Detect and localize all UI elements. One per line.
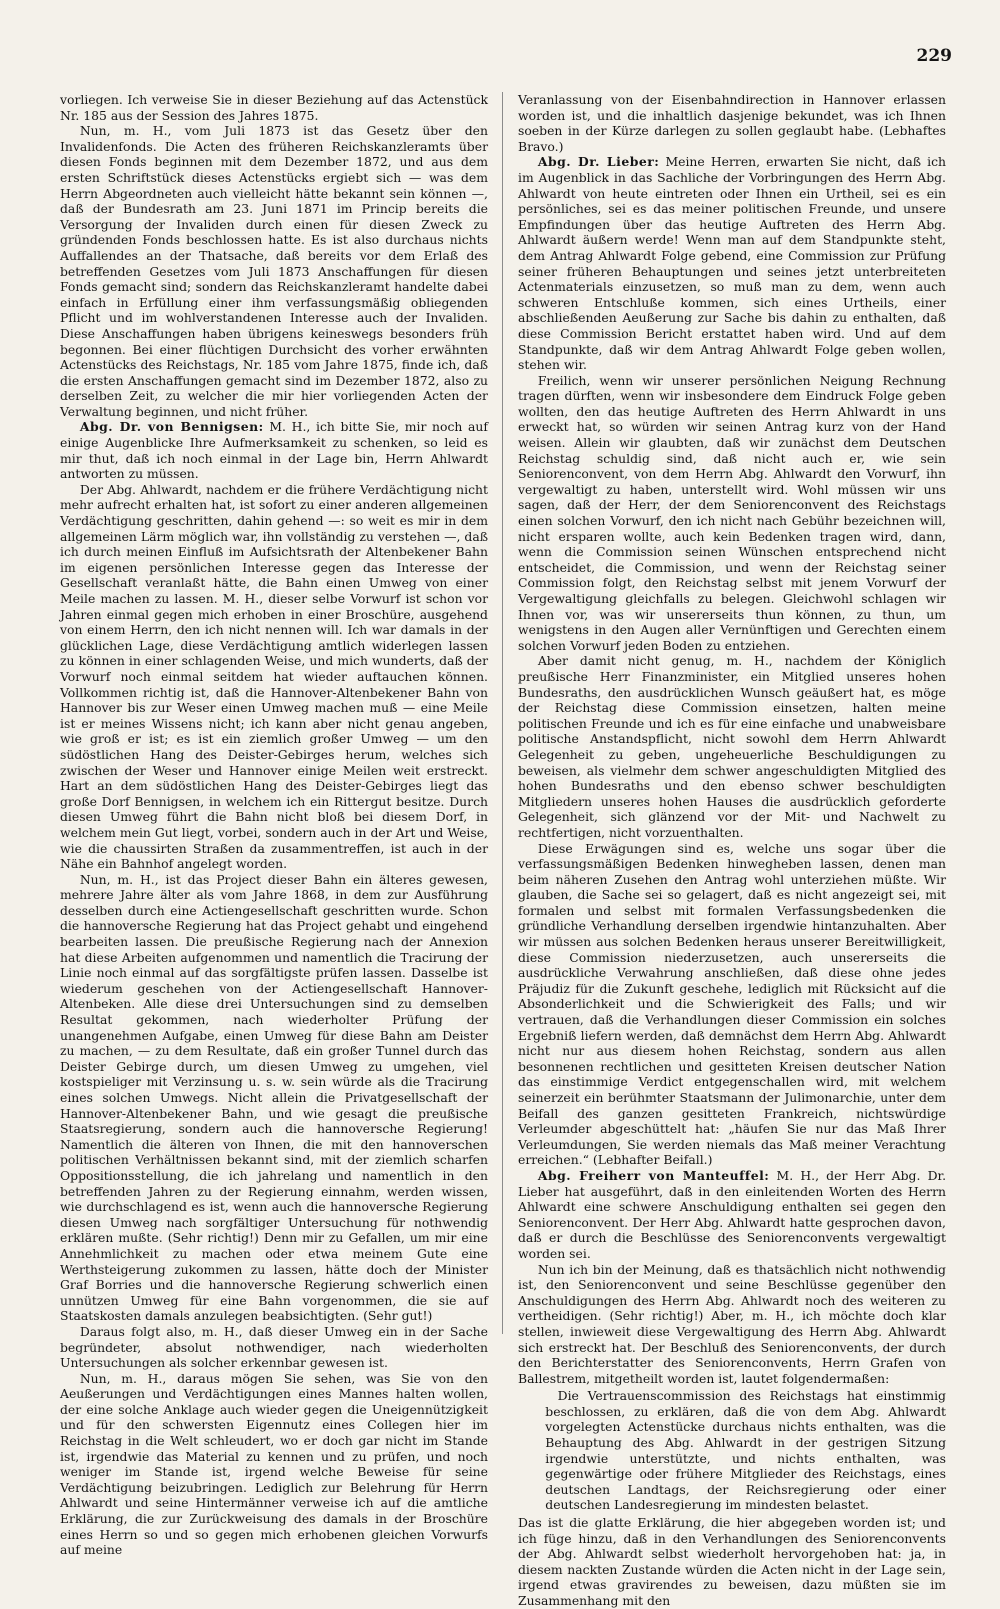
page-number: 229 [916, 46, 952, 66]
paragraph-text: Aber damit nicht genug, m. H., nachdem der Königlich preußische Herr Finanzminister, ein Mitglied unseres hohen Bundesraths, den ausdrücklichen Wunsch geäußert hat, es möge der Reichstag diese Commission einsetzen, halten meine politischen Freunde und ich es für eine einfache und unabweisbare politische Anstandspflicht, nicht sowohl dem Herrn Ahlwardt Gelegenheit zu geben, ungeheuerliche Beschuldigungen zu beweisen, als vielmehr dem schwer angeschuldigten Mitglied des hohen Bundesraths und den ebenso schwer beschuldigten Mitgliedern unseres hohen Hauses die ausdrücklich geforderte Gelegenheit, sich glänzend vor der Mit- und Nachwelt zu rechtfertigen, nicht vorzuenthalten. [518, 653, 946, 840]
quoted-resolution [545, 1388, 946, 1513]
paragraph [60, 1371, 488, 1558]
paragraph [518, 841, 946, 1168]
column-divider [502, 92, 503, 1334]
paragraph [518, 1168, 946, 1262]
paragraph [518, 92, 946, 154]
paragraph-text: Nun ich bin der Meinung, daß es thatsächlich nicht nothwendig ist, den Seniorenconvent und seine Beschlüsse gegenüber den Anschuldigungen des Herrn Abg. Ahlwardt noch des weiteren zu vertheidigen. (Sehr richtig!) Aber, m. H., ich möchte doch klar stellen, inwieweit diese Vergewaltigung des Herrn Abg. Ahlwardt sich erstreckt hat. Der Beschluß des Seniorenconvents, der durch den Berichterstatter des Seniorenconvents, Herrn Grafen von Ballestrem, mitgetheilt worden ist, lautet folgendermaßen: [518, 1261, 946, 1386]
paragraph-text: Meine Herren, erwarten Sie nicht, daß ich im Augenblick in das Sachliche der Vorbringungen des Herrn Abg. Ahlwardt von heute eintreten oder Ihnen ein Urtheil, sei es ein persönliches, sei es das meiner politischen Freunde, und unsere Empfindungen über das heutige Auftreten des Herrn Abg. Ahlwardt äußern werde! Wenn man auf dem Standpunkte steht, dem Antrag Ahlwardt Folge gebend, eine Commission zur Prüfung seiner früheren Behauptungen und seines jetzt unterbreiteten Actenmaterials einzusetzen, so muß man zu dem, wenn auch schweren Entschluße kommen, sich eines Urtheils, einer abschließenden Aeußerung zur Sache bis dahin zu enthalten, daß diese Commission Bericht erstattet haben wird. Und auf dem Standpunkte, daß wir dem Antrag Ahlwardt Folge geben wollen, stehen wir. [518, 154, 947, 373]
paragraph [60, 1324, 488, 1371]
paragraph [60, 872, 488, 1324]
paragraph-text: Nun, m. H., vom Juli 1873 ist das Gesetz über den Invalidenfonds. Die Acten des früheren Reichskanzleramts über diesen Fonds beginnen mit dem Dezember 1872, und aus dem ersten Schriftstück dieses Actenstücks ergiebt sich — was dem Herrn Abgeordneten auch vielleicht hätte bekannt sein können —, daß der Bundesrath am 23. Juni 1871 im Princip bereits die Versorgung der Invaliden durch einen für diesen Zweck zu gründenden Fonds beschlossen hatte. Es ist also durchaus nichts Auffallendes an der Thatsache, daß bereits vor dem Erlaß des betreffenden Gesetzes vom Juli 1873 Anschaffungen für diesen Fonds gemacht sind; sondern das Reichskanzleramt handelte dabei einfach in Erfüllung einer ihm verfassungsmäßig obliegenden Pflicht und im wohlverstandenen Interesse auch der Invaliden. Diese Anschaffungen haben übrigens keineswegs besonders früh begonnen. Bei einer flüchtigen Durchsicht des vorher erwähnten Actenstücks des Reichstags, Nr. 185 vom Jahre 1875, finde ich, daß die ersten Anschaffungen gemacht sind im Dezember 1872, also zu derselben Zeit, zu welcher die mir hier vorliegenden Acten der Verwaltung beginnen, und nicht früher. [60, 123, 488, 419]
paragraph [60, 419, 488, 481]
right-column [518, 92, 947, 1608]
paragraph [518, 1262, 946, 1387]
paragraph-text: Daraus folgt also, m. H., daß dieser Umweg ein in der Sache begründeter, absolut nothwendiger, nach wiederholten Untersuchungen als solcher erkennbar gewesen ist. [60, 1323, 488, 1371]
paragraph-text: Nun, m. H., daraus mögen Sie sehen, was Sie von den Aeußerungen und Verdächtigungen eines Mannes halten wollen, der eine solche Anklage auch wieder gegen die Uneigennützigkeit und für den schwersten Eigennutz eines Collegen hier im Reichstag in die Welt schleudert, wo er doch gar nicht im Stande ist, irgendwie das Material zu kennen und zu prüfen, und noch weniger im Stande ist, irgend welche Beweise für seine Verdächtigung beizubringen. Lediglich zur Belehrung für Herrn Ahlwardt und seine Hintermänner verweise ich auf die amtliche Erklärung, die zur Zurückweisung des damals in der Broschüre eines Herrn so und so gegen mich erhobenen gleichen Vorwurfs auf meine [60, 1370, 488, 1558]
paragraph-text: vorliegen. Ich verweise Sie in dieser Beziehung auf das Actenstück Nr. 185 aus der Session des Jahres 1875. [60, 92, 488, 123]
speaker-name: Abg. Dr. von Bennigsen: [79, 419, 264, 435]
left-column [60, 92, 488, 1558]
paragraph [545, 1388, 946, 1513]
paragraph-text: Nun, m. H., ist das Project dieser Bahn ein älteres gewesen, mehrere Jahre älter als vom Jahre 1868, in dem zur Ausführung desselben durch eine Actiengesellschaft geschritten wurde. Schon die hannoversche Regierung hat das Project gehabt und eingehend bearbeiten lassen. Die preußische Regierung nach der Annexion hat diese Arbeiten aufgenommen und namentlich die Tracirung der Linie noch einmal auf das sorgfältigste prüfen lassen. Dasselbe ist wiederum geschehen von der Actiengesellschaft Hannover-Altenbeken. Alle diese drei Untersuchungen sind zu demselben Resultat gekommen, nach wiederholter Prüfung der unangenehmen Aufgabe, einen Umweg für diese Bahn am Deister zu machen, — zu dem Resultate, daß ein großer Tunnel durch das Deister Gebirge durch, um diesen Umweg zu umgehen, viel kostspieliger mit Verzinsung u. s. w. sein würde als die Tracirung eines solchen Umwegs. Nicht allein die Privatgesellschaft der Hannover-Altenbekener Bahn, und wie gesagt die preußische Staatsregierung, sondern auch die hannoversche Regierung! Namentlich die älteren von Ihnen, die mit den hannoverschen politischen Verhältnissen bekannt sind, mit der ziemlich scharfen Oppositionsstellung, die ich jahrelang und namentlich in den betreffenden Jahren zu der Regierung einnahm, werden wissen, wie durchschlagend es ist, wenn auch die hannoversche Regierung diesen Umweg nach sorgfältiger Untersuchung für nothwendig erklären mußte. (Sehr richtig!) Denn mir zu Gefallen, um mir eine Annehmlichkeit zu machen oder etwa meinem Gute eine Werthsteigerung zukommen zu lassen, hätte doch der Minister Graf Borries und die hannoversche Regierung schwerlich einen unnützen Umweg für eine Bahn vorgenommen, die sie auf Staatskosten damals anzulegen beabsichtigten. (Sehr gut!) [60, 871, 488, 1324]
paragraph-text: Der Abg. Ahlwardt, nachdem er die frühere Verdächtigung nicht mehr aufrecht erhalten hat, ist sofort zu einer anderen allgemeinen Verdächtigung geschritten, dahin gehend —: so weit es mir in dem allgemeinen Lärm möglich war, ihn vollständig zu verstehen —, daß ich durch meinen Einfluß im Aufsichtsrath der Altenbekener Bahn im eigenen persönlichen Interesse gegen das Interesse der Gesellschaft veranlaßt hätte, die Bahn einen Umweg von einer Meile machen zu lassen. M. H., dieser selbe Vorwurf ist schon vor Jahren einmal gegen mich erhoben in einer Broschüre, ausgehend von einem Herrn, den ich nicht nennen will. Ich war damals in der glücklichen Lage, diese Verdächtigung amtlich widerlegen lassen zu können in einer schlagenden Weise, und mich wunderts, daß der Vorwurf noch einmal seitdem hat wieder auftauchen können. Vollkommen richtig ist, daß die Hannover-Altenbekener Bahn von Hannover bis zur Weser einen Umweg machen muß — eine Meile ist er meines Wissens nicht; ich kann aber nicht genau angeben, wie groß er ist; es ist ein ziemlich großer Umweg — um den südöstlichen Hang des Deister-Gebirges herum, welches sich zwischen der Weser und Hannover einige Meilen weit erstreckt. Hart an dem südöstlichen Hang des Deister-Gebirges liegt das große Dorf Bennigsen, in welchem ich ein Rittergut besitze. Durch diesen Umweg führt die Bahn nicht bloß bei diesem Dorf, in welchem mein Gut liegt, vorbei, sondern auch in der Art und Weise, wie die chaussirten Straßen da zusammentreffen, ist auch in der Nähe ein Bahnhof angelegt worden. [60, 481, 488, 872]
paragraph [518, 154, 946, 372]
speaker-name: Abg. Dr. Lieber: [537, 154, 660, 170]
paragraph-text: Das ist die glatte Erklärung, die hier abgegeben worden ist; und ich füge hinzu, daß in den Verhandlungen des Seniorenconvents der Abg. Ahlwardt selbst wiederholt hervorgehoben hat: ja, in diesem nackten Zustande würden die Acten nicht in der Lage sein, irgend etwas gravirendes zu beweisen, dazu müßten sie im Zusammenhang mit den [518, 1515, 946, 1608]
paragraph [60, 482, 488, 872]
paragraph [518, 373, 946, 654]
paragraph [60, 123, 488, 419]
paragraph [60, 92, 488, 123]
speaker-name: Abg. Freiherr von Manteuffel: [537, 1167, 770, 1183]
paragraph-text: M. H., ich bitte Sie, mir noch auf einige Augenblicke Ihre Aufmerksamkeit zu schenken, so leid es mir thut, daß ich noch einmal in der Lage bin, Herrn Ahlwardt antworten zu müssen. [60, 419, 488, 482]
paragraph [518, 1515, 946, 1609]
paragraph-text: Freilich, wenn wir unserer persönlichen Neigung Rechnung tragen dürften, wenn wir insbesondere dem Eindruck Folge geben wollten, den das heutige Auftreten des Herrn Ahlwardt in uns erweckt hat, so würden wir seinen Antrag kurz von der Hand weisen. Allein wir glaubten, daß wir zunächst dem Deutschen Reichstag schuldig sind, daß nicht auch er, wie sein Seniorenconvent, von dem Herrn Abg. Ahlwardt den Vorwurf, ihn vergewaltigt zu haben, unterstellt wird. Wohl müssen wir uns sagen, daß der Herr, der dem Seniorenconvent des Reichstags einen solchen Vorwurf, den ich nicht nach Gebühr bezeichnen will, nicht ersparen wollte, auch kein Bedenken tragen wird, dann, wenn die Commission seinen Wünschen entsprechend nicht entscheidet, die Commission, und wenn der Reichstag seiner Commission folgt, den Reichstag selbst mit jenem Vorwurf der Vergewaltigung gleichfalls zu belegen. Gleichwohl schlagen wir Ihnen vor, was wir unsererseits thun können, zu thun, um wenigstens in den Augen aller Vernünftigen und Gerechten einem solchen Vorwurf jeden Boden zu entziehen. [518, 372, 946, 653]
paragraph-text: M. H., der Herr Abg. Dr. Lieber hat ausgeführt, daß in den einleitenden Worten des Herrn Ahlwardt eine schwere Anschuldigung enthalten sei gegen den Seniorenconvent. Der Herr Abg. Ahlwardt hatte gesprochen davon, daß er durch die Beschlüsse des Seniorenconvents vergewaltigt worden sei. [518, 1167, 947, 1261]
paragraph [518, 653, 946, 840]
paragraph-text: Diese Erwägungen sind es, welche uns sogar über die verfassungsmäßigen Bedenken hinwegheben lassen, denen man beim näheren Zusehen den Antrag wohl unterziehen müßte. Wir glauben, die Sache sei so gelagert, daß es nicht angezeigt sei, mit formalen und selbst mit formalen Verfassungsbedenken die gründliche Verhandlung derselben irgendwie hintanzuhalten. Aber wir müssen aus solchen Bedenken heraus unserer Bereitwilligkeit, diese Commission niederzusetzen, auch unsererseits die ausdrückliche Verwahrung anschließen, daß diese ohne jedes Präjudiz für die Zukunft geschehe, lediglich mit Rücksicht auf die Absonderlichkeit und die Schwierigkeit des Falls; und wir vertrauen, daß die Verhandlungen dieser Commission ein solches Ergebniß liefern werden, daß demnächst dem Herrn Abg. Ahlwardt nicht nur aus diesem hohen Reichstag, sondern aus allen besonnenen rechtlichen und gesitteten Kreisen deutscher Nation das einstimmige Verdict entgegenschallen wird, mit welchem seinerzeit ein berühmter Staatsmann der Julimonarchie, unter dem Beifall des ganzen gesitteten Frankreich, nichtswürdige Verleumder abgeschüttelt hat: „häufen Sie nur das Maß Ihrer Verleumdungen, Sie werden niemals das Maß meiner Verachtung erreichen.“ (Lebhafter Beifall.) [518, 840, 946, 1168]
paragraph-text: Veranlassung von der Eisenbahndirection in Hannover erlassen worden ist, und die inhaltlich dasjenige bekundet, was ich Ihnen soeben in der Kürze darlegen zu sollen geglaubt habe. (Lebhaftes Bravo.) [518, 92, 946, 154]
paragraph-text: Die Vertrauenscommission des Reichstags hat einstimmig beschlossen, zu erklären, daß die von dem Abg. Ahlwardt vorgelegten Actenstücke durchaus nichts enthalten, was die Behauptung des Abg. Ahlwardt in der gestrigen Sitzung irgendwie unterstützte, und nichts enthalten, was gegenwärtige oder frühere Mitglieder des Reichstags, eines deutschen Landtags, der Reichsregierung oder einer deutschen Landesregierung im mindesten belastet. [545, 1388, 946, 1513]
